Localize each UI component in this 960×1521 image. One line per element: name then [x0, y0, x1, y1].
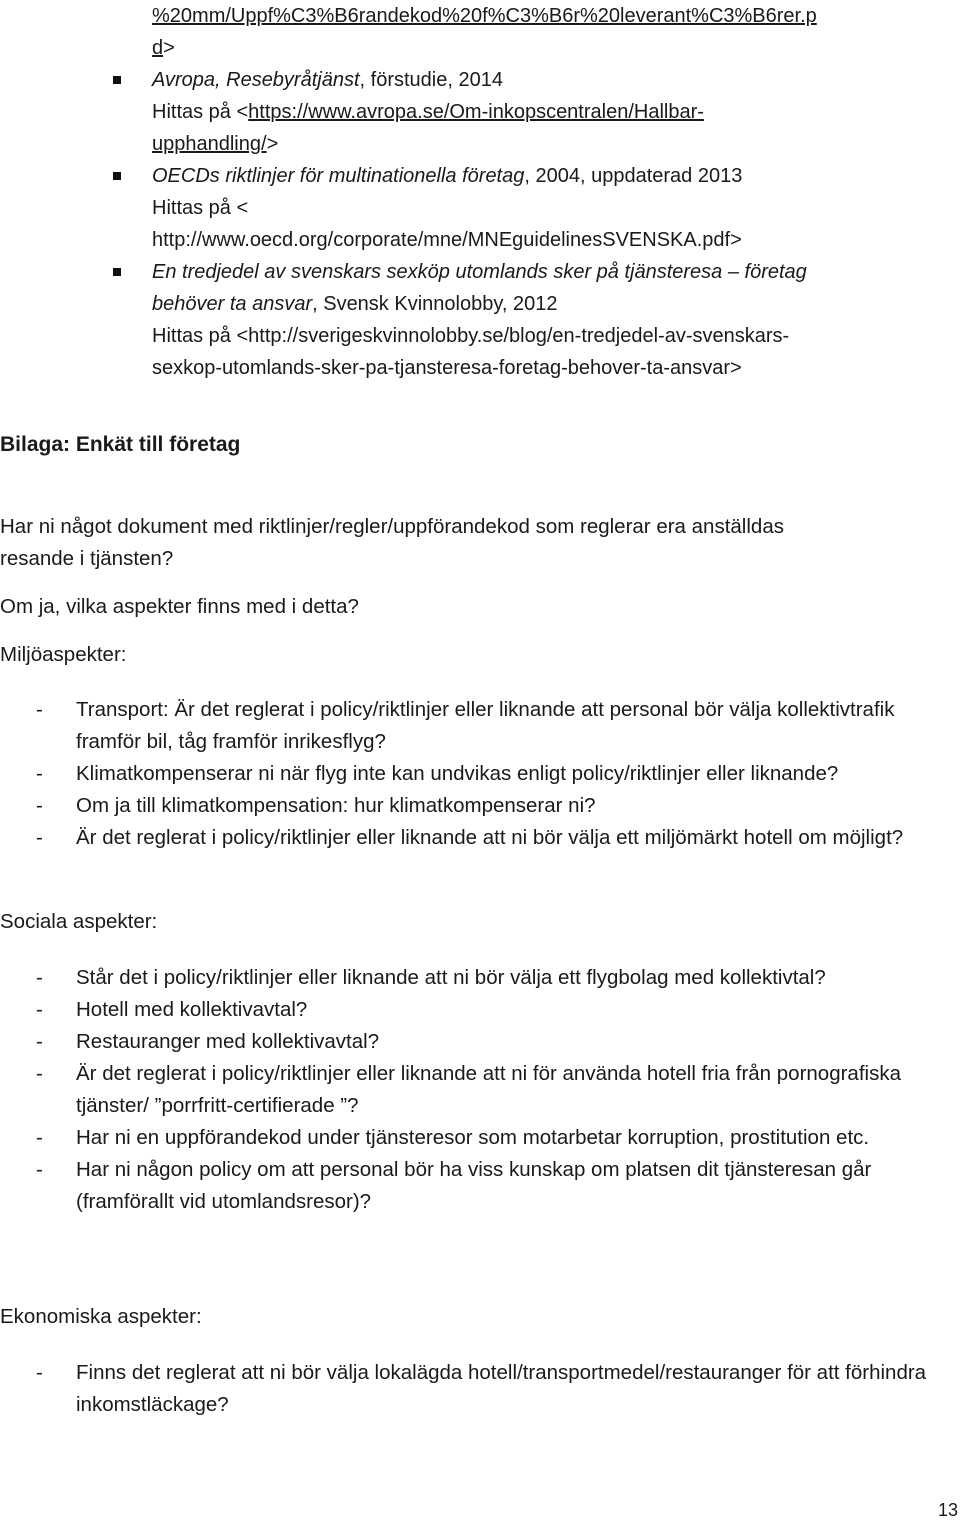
section-title-ekonomiska: Ekonomiska aspekter:	[0, 1305, 202, 1328]
reference-item-1	[152, 64, 952, 160]
dash-marker: -	[36, 698, 43, 721]
dash-marker: -	[36, 966, 43, 989]
question-list-miljo	[0, 694, 950, 854]
square-bullet-icon	[113, 76, 121, 84]
reference-hittas: Hittas på <	[152, 101, 249, 123]
reference-item-0	[152, 0, 952, 64]
dash-marker: -	[36, 762, 43, 785]
question-item: - Om ja till klimatkompensation: hur klimatkompenserar ni?	[0, 790, 950, 822]
reference-source: , Svensk Kvinnolobby, 2012	[312, 293, 558, 315]
reference-source: , förstudie, 2014	[359, 69, 503, 91]
question-item: - Står det i policy/riktlinjer eller liknande att ni bör välja ett flygbolag med kollektivtal?	[0, 962, 950, 994]
intro-line: resande i tjänsten?	[0, 547, 174, 570]
reference-title: behöver ta ansvar	[152, 293, 313, 315]
dash-marker: -	[36, 1158, 43, 1181]
dash-marker: -	[36, 794, 43, 817]
dash-marker: -	[36, 1030, 43, 1053]
question-item: - Klimatkompenserar ni när flyg inte kan undvikas enligt policy/riktlinjer eller liknande?	[0, 758, 950, 790]
square-bullet-icon	[113, 268, 121, 276]
question-list-ekonomiska	[0, 1357, 950, 1421]
square-bullet-icon	[113, 172, 121, 180]
question-item: - Har ni någon policy om att personal bör ha viss kunskap om platsen dit tjänsteresan går (framförallt vid utomlandsresor)?	[0, 1154, 950, 1218]
question-item: - Finns det reglerat att ni bör välja lokalägda hotell/transportmedel/restauranger för att förhindra inkomstläckage?	[0, 1357, 950, 1421]
question-item: - Transport: Är det reglerat i policy/riktlinjer eller liknande att personal bör välja kollektivtrafik framför bil, tåg framför inrikesflyg?	[0, 694, 950, 758]
reference-title: OECDs riktlinjer för multinationella företag	[152, 165, 525, 187]
reference-link[interactable]: %20mm/Uppf%C3%B6randekod%20f%C3%B6r%20leverant%C3%B6rer.p	[152, 5, 817, 27]
question-item: - Är det reglerat i policy/riktlinjer eller liknande att ni bör välja ett miljömärkt hotell om möjligt?	[0, 822, 950, 854]
dash-marker: -	[36, 1126, 43, 1149]
reference-link[interactable]: d	[152, 37, 164, 59]
reference-link[interactable]: https://www.avropa.se/Om-inkopscentralen/Hallbar-	[248, 101, 704, 123]
section-title-miljo: Miljöaspekter:	[0, 643, 127, 666]
page-number: 13	[937, 1500, 958, 1520]
reference-source: , 2004, uppdaterad 2013	[524, 165, 743, 187]
question-item: - Har ni en uppförandekod under tjänsteresor som motarbetar korruption, prostitution etc.	[0, 1122, 950, 1154]
reference-link-end: >	[266, 133, 279, 155]
appendix-heading: Bilaga: Enkät till företag	[0, 433, 241, 456]
reference-link-end: >	[163, 37, 175, 59]
reference-link[interactable]: upphandling/	[152, 133, 267, 155]
reference-hittas: Hittas på <	[152, 197, 249, 219]
reference-list	[152, 0, 952, 384]
dash-marker: -	[36, 826, 43, 849]
reference-item-2	[152, 160, 952, 256]
intro-followup: Om ja, vilka aspekter finns med i detta?	[0, 595, 359, 618]
reference-title: En tredjedel av svenskars sexköp utomlands sker på tjänsteresa – företag	[152, 261, 807, 283]
intro-line: Har ni något dokument med riktlinjer/regler/uppförandekod som reglerar era anställdas	[0, 515, 784, 538]
section-title-sociala: Sociala aspekter:	[0, 910, 158, 933]
reference-item-3	[152, 256, 952, 384]
dash-marker: -	[36, 1062, 43, 1085]
question-item: - Är det reglerat i policy/riktlinjer eller liknande att ni för använda hotell fria från pornografiska tjänster/ ”porrfritt-certifierade ”?	[0, 1058, 950, 1122]
reference-link[interactable]: sexkop-utomlands-sker-pa-tjansteresa-foretag-behover-ta-ansvar>	[152, 357, 742, 379]
reference-title: Avropa, Resebyråtjänst	[152, 69, 360, 91]
question-item: - Restauranger med kollektivavtal?	[0, 1026, 950, 1058]
intro-question	[0, 511, 950, 575]
question-item: - Hotell med kollektivavtal?	[0, 994, 950, 1026]
reference-link[interactable]: Hittas på <http://sverigeskvinnolobby.se/blog/en-tredjedel-av-svenskars-	[152, 325, 790, 347]
dash-marker: -	[36, 998, 43, 1021]
dash-marker: -	[36, 1361, 43, 1384]
reference-link[interactable]: http://www.oecd.org/corporate/mne/MNEguidelinesSVENSKA.pdf>	[152, 229, 742, 251]
question-list-sociala	[0, 962, 950, 1218]
